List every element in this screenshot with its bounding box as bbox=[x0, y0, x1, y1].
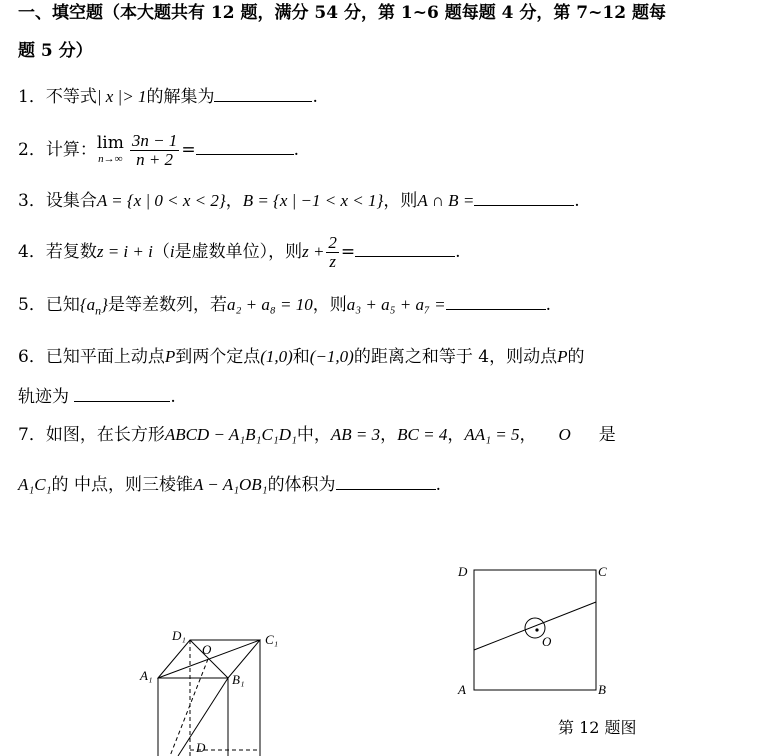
q7-zhong: 中， bbox=[296, 425, 331, 445]
q7-a1c1: A₁C₁ bbox=[18, 475, 52, 494]
q7-solid: ABCD − A₁B₁C₁D₁ bbox=[164, 425, 297, 444]
q4-paren: （ bbox=[152, 242, 170, 262]
question-4 bbox=[18, 232, 461, 272]
q5-seq-sub: n bbox=[95, 303, 102, 318]
figure-12-caption: 第 12 题图 bbox=[558, 718, 637, 737]
q4-text-mid: 是虚数单位），则 bbox=[174, 242, 303, 262]
section-header-line2: 题 5 分） bbox=[18, 41, 93, 61]
q2-text: 计算： bbox=[45, 140, 97, 160]
q2-number: 2． bbox=[18, 140, 46, 160]
q3-set-b: B = {x | −1 < x < 1} bbox=[242, 191, 384, 210]
q5-text-mid: 是等差数列，若 bbox=[107, 295, 227, 315]
q7-line2-text: 的 中点，则三棱锥 bbox=[51, 475, 193, 495]
q2-equals: = bbox=[181, 140, 196, 160]
q6-end: . bbox=[170, 387, 176, 407]
question-1 bbox=[18, 86, 318, 108]
q7-text: 如图，在长方形 bbox=[45, 425, 165, 445]
q3-end: . bbox=[574, 191, 580, 211]
label-a1: A₁ bbox=[140, 668, 153, 683]
section-header-cont bbox=[18, 40, 93, 62]
q7-comma1: ， bbox=[380, 425, 398, 445]
question-5 bbox=[18, 294, 551, 321]
label-o: O bbox=[202, 642, 212, 657]
q4-math3: z + bbox=[302, 242, 325, 261]
label-sq-c: C bbox=[598, 564, 607, 579]
label-c1: C₁ bbox=[265, 632, 279, 647]
label-sq-b: B bbox=[598, 682, 606, 697]
square-figure bbox=[450, 560, 620, 710]
q4-denominator: z bbox=[329, 252, 336, 271]
q3-number: 3． bbox=[18, 191, 46, 211]
q2-numerator: 3n − 1 bbox=[131, 131, 178, 150]
question-6 bbox=[18, 346, 584, 368]
label-d: D bbox=[196, 740, 206, 755]
q2-fraction bbox=[130, 132, 179, 169]
q1-text-post: 的解集为 bbox=[146, 87, 215, 107]
q4-answer-blank[interactable] bbox=[355, 242, 455, 257]
q6-point1: (1,0) bbox=[260, 347, 293, 366]
label-d1: D₁ bbox=[172, 628, 186, 643]
section-header bbox=[18, 2, 666, 24]
q1-math: | x |> 1 bbox=[96, 87, 147, 106]
q6-line2-text: 轨迹为 bbox=[18, 387, 69, 407]
q6-p: P bbox=[164, 347, 176, 366]
label-sq-d: D bbox=[458, 564, 468, 579]
q2-lim-word: lim bbox=[96, 132, 124, 153]
q6-number: 6． bbox=[18, 347, 46, 367]
q3-text: 设集合 bbox=[45, 191, 97, 211]
q4-numerator: 2 bbox=[328, 233, 337, 252]
q3-answer-blank[interactable] bbox=[474, 191, 574, 206]
q5-text-mid2: ，则 bbox=[312, 295, 347, 315]
cuboid-figure bbox=[130, 620, 290, 756]
label-sq-o: O bbox=[542, 634, 552, 649]
q7-comma3: ， bbox=[519, 425, 537, 445]
q3-comma: ， bbox=[225, 191, 243, 211]
q3-intersection: A ∩ B = bbox=[417, 191, 475, 210]
q7-ab: AB = 3 bbox=[330, 425, 381, 444]
q4-number: 4． bbox=[18, 242, 46, 262]
q5-seq-open: {a bbox=[79, 295, 96, 314]
q7-end: . bbox=[435, 475, 441, 495]
q1-end: . bbox=[312, 87, 318, 107]
q7-o: O bbox=[558, 425, 571, 444]
q2-end: . bbox=[293, 140, 299, 160]
q4-math1: z = i + i bbox=[96, 242, 153, 261]
q6-p2: P bbox=[557, 347, 568, 366]
q4-i: i bbox=[169, 242, 175, 261]
q5-text: 已知 bbox=[45, 295, 80, 315]
q2-denominator: n + 2 bbox=[136, 150, 174, 169]
q7-bc: BC = 4 bbox=[397, 425, 448, 444]
q7-line2-post: 的体积为 bbox=[267, 475, 336, 495]
q7-pyramid: A − A₁OB₁ bbox=[192, 475, 268, 494]
q6-and: 和 bbox=[292, 347, 310, 367]
q4-fraction bbox=[326, 234, 339, 271]
q3-set-a: A = {x | 0 < x < 2} bbox=[96, 191, 226, 210]
q2-limit bbox=[96, 132, 124, 167]
question-7-cont bbox=[18, 474, 441, 496]
q5-end: . bbox=[545, 295, 552, 315]
q5-target: a₃ + a₅ + a₇ = bbox=[346, 295, 446, 314]
question-6-cont bbox=[18, 386, 176, 408]
q6-point2: (−1,0) bbox=[309, 347, 354, 366]
q6-text-mid3: 的距离之和等于 4，则动点 bbox=[353, 347, 558, 367]
q4-text: 若复数 bbox=[45, 242, 97, 262]
q2-lim-sub: n→∞ bbox=[98, 152, 123, 165]
question-3 bbox=[18, 190, 580, 212]
q1-answer-blank[interactable] bbox=[214, 87, 312, 102]
q5-answer-blank[interactable] bbox=[446, 295, 546, 310]
question-2 bbox=[18, 130, 299, 170]
point-o bbox=[535, 628, 538, 631]
q7-answer-blank[interactable] bbox=[336, 475, 436, 490]
q2-answer-blank[interactable] bbox=[196, 140, 294, 155]
q6-text-post: 的 bbox=[567, 347, 585, 367]
question-7 bbox=[18, 424, 616, 446]
q4-end: . bbox=[455, 242, 461, 262]
q1-text: 不等式 bbox=[45, 87, 97, 107]
q4-equals: = bbox=[340, 242, 356, 262]
q1-number: 1． bbox=[18, 87, 46, 107]
q5-number: 5． bbox=[18, 295, 46, 315]
q6-text: 已知平面上动点 bbox=[45, 347, 165, 367]
section-header-line1: 一、填空题（本大题共有 12 题，满分 54 分，第 1~6 题每题 4 分，第 7~12 题每 bbox=[18, 3, 666, 23]
q7-shi: 是 bbox=[598, 425, 616, 445]
q5-seq-close: } bbox=[101, 295, 108, 314]
label-b1: B₁ bbox=[232, 672, 245, 687]
q5-condition: a₂ + a₈ = 10 bbox=[226, 295, 313, 314]
line-through-o bbox=[474, 602, 596, 650]
q7-comma2: ， bbox=[447, 425, 465, 445]
q7-aa1: AA₁ = 5 bbox=[464, 425, 520, 444]
label-sq-a: A bbox=[458, 682, 466, 697]
q6-text-mid1: 到两个定点 bbox=[175, 347, 261, 367]
square-abcd bbox=[474, 570, 596, 690]
q6-answer-blank[interactable] bbox=[74, 387, 170, 402]
q3-text-post: ，则 bbox=[383, 191, 418, 211]
q7-number: 7． bbox=[18, 425, 46, 445]
